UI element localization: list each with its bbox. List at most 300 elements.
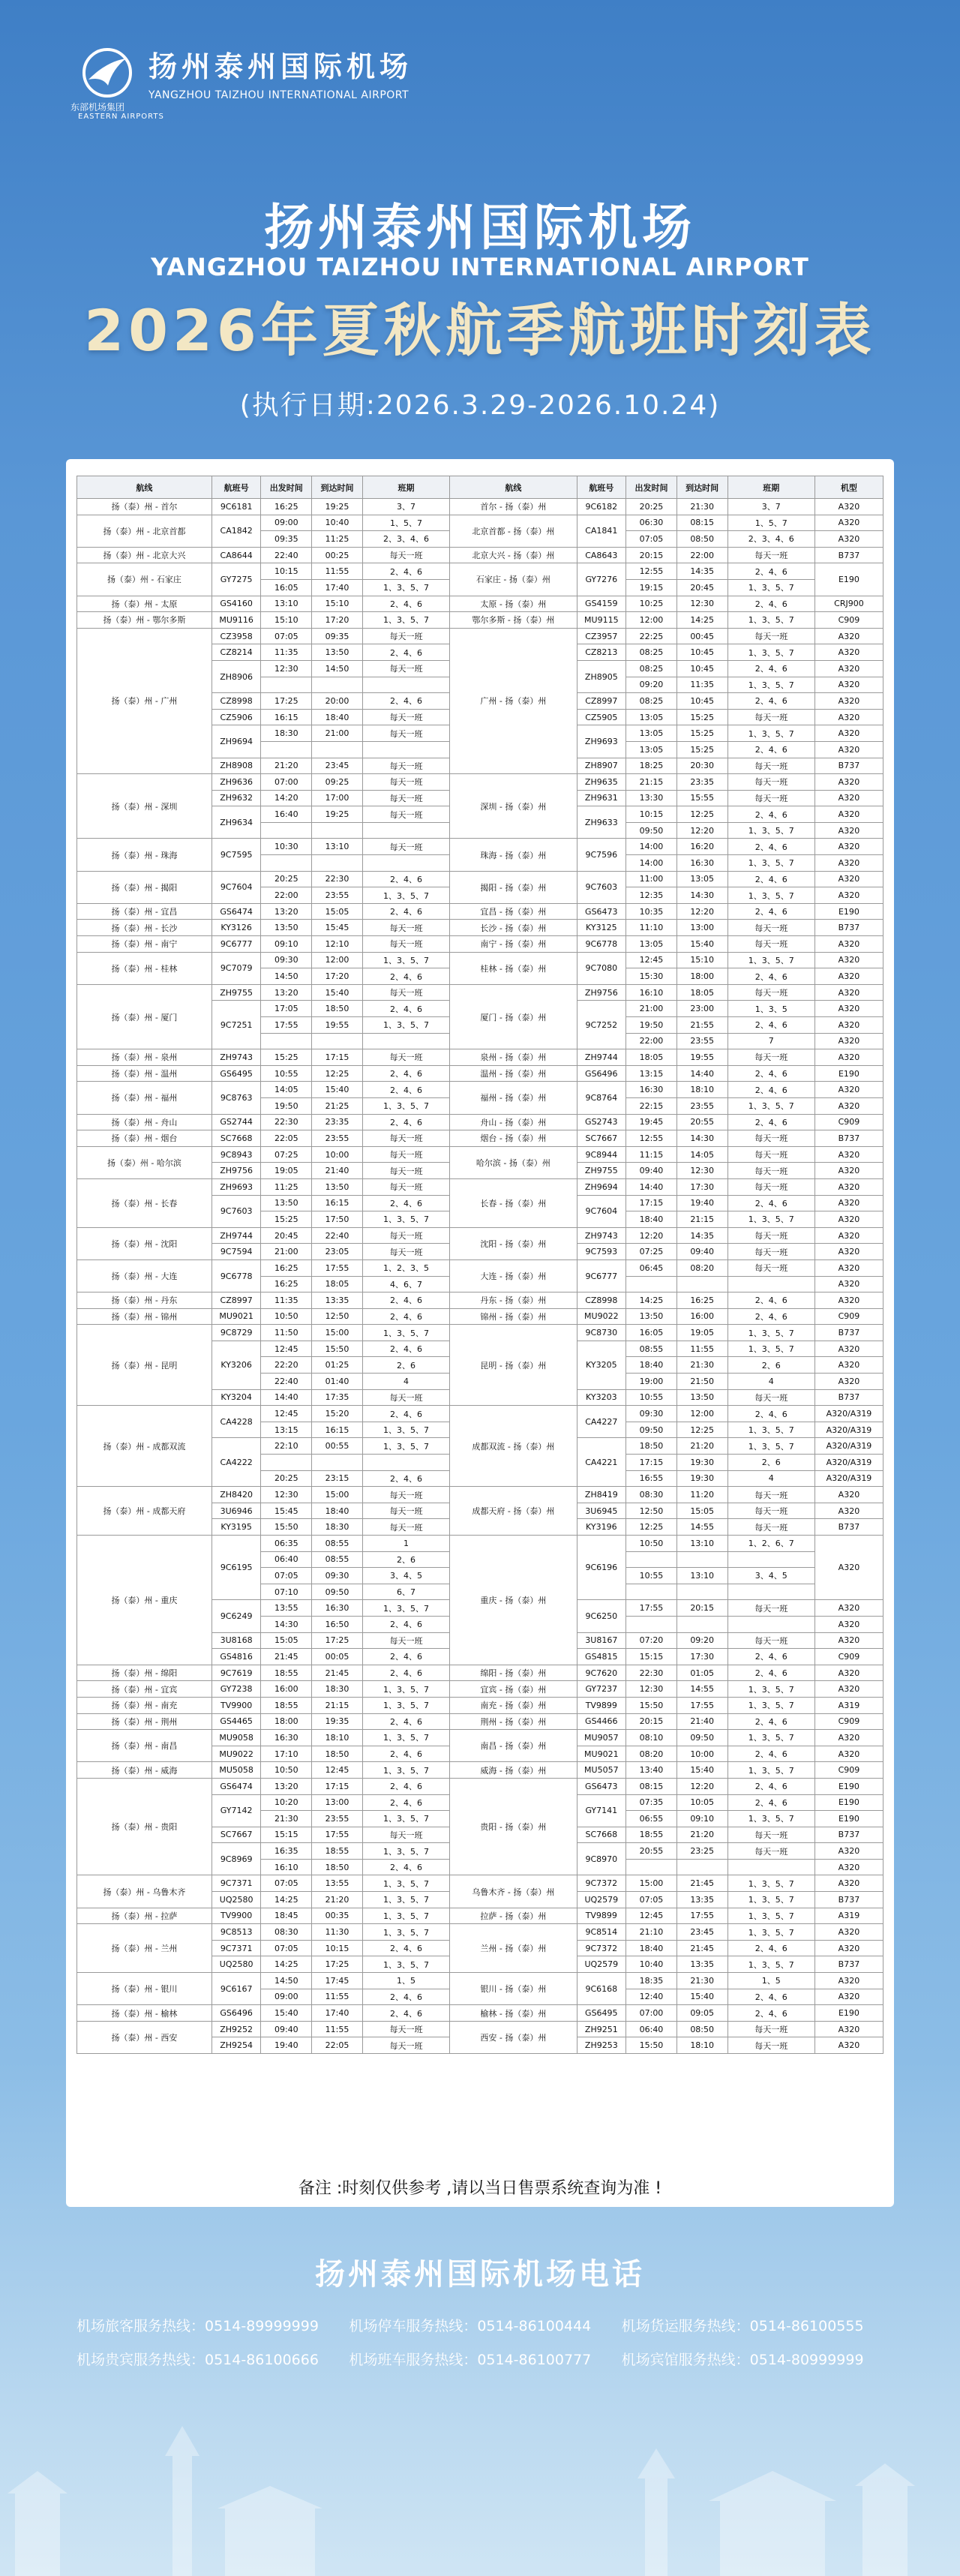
- days-out-cell: 1、3、5、7: [362, 1600, 449, 1617]
- dep-time-out-cell: [261, 822, 312, 839]
- arr-time-out-cell: 17:25: [312, 1956, 363, 1973]
- arr-time-in-cell: 12:20: [676, 903, 728, 920]
- arr-time-out-cell: 09:35: [312, 628, 363, 644]
- days-out-cell: 2、6: [362, 1551, 449, 1568]
- dep-time-in-cell: [626, 1551, 677, 1568]
- dep-time-in-cell: 07:00: [626, 2005, 677, 2022]
- aircraft-cell: A320: [814, 887, 883, 904]
- dep-time-out-cell: 16:00: [261, 1681, 312, 1698]
- flight-no-in-cell: 9C8764: [577, 1082, 626, 1114]
- flight-no-in-cell: 9C7080: [577, 952, 626, 984]
- days-in-cell: 每天一班: [728, 1487, 814, 1503]
- arr-time-out-cell: 11:55: [312, 2021, 363, 2037]
- flight-no-out-cell: CA4222: [212, 1438, 261, 1487]
- aircraft-cell: A320: [814, 1681, 883, 1698]
- flight-no-in-cell: 9C7372: [577, 1940, 626, 1956]
- flight-no-in-cell: ZH9253: [577, 2037, 626, 2054]
- dep-time-in-cell: 14:25: [626, 1293, 677, 1309]
- arr-time-in-cell: 12:20: [676, 1778, 728, 1794]
- route-in-cell: 长春 - 扬（泰）州: [450, 1178, 577, 1227]
- arr-time-out-cell: 17:55: [312, 1827, 363, 1843]
- dep-time-in-cell: 22:00: [626, 1033, 677, 1049]
- days-out-cell: 1、3、5、7: [362, 1811, 449, 1827]
- route-out-cell: 扬（泰）州 - 宜宾: [77, 1681, 212, 1698]
- arr-time-in-cell: 14:35: [676, 1227, 728, 1244]
- flight-no-out-cell: 9C7619: [212, 1665, 261, 1681]
- days-out-cell: 1、3、5、7: [362, 887, 449, 904]
- flight-no-in-cell: GY7276: [577, 563, 626, 596]
- arr-time-in-cell: 17:30: [676, 1649, 728, 1665]
- arr-time-out-cell: [312, 855, 363, 872]
- days-out-cell: 2、4、6: [362, 2005, 449, 2022]
- days-out-cell: 1、3、5、7: [362, 1762, 449, 1779]
- dep-time-in-cell: 15:30: [626, 968, 677, 985]
- logo-name-cn: 扬州泰州国际机场: [148, 50, 413, 83]
- flight-no-in-cell: 9C7604: [577, 1195, 626, 1227]
- days-in-cell: [728, 1859, 814, 1875]
- contact-title: 扬州泰州国际机场电话: [315, 2257, 645, 2292]
- route-in-cell: 珠海 - 扬（泰）州: [450, 839, 577, 871]
- route-out-cell: 扬（泰）州 - 泉州: [77, 1049, 212, 1066]
- arr-time-out-cell: 13:55: [312, 1875, 363, 1892]
- arr-time-in-cell: 08:20: [676, 1259, 728, 1276]
- dep-time-out-cell: 13:50: [261, 1195, 312, 1211]
- days-in-cell: 2、4、6: [728, 968, 814, 985]
- days-out-cell: 每天一班: [362, 660, 449, 677]
- days-in-cell: 每天一班: [728, 1146, 814, 1163]
- days-in-cell: 1、3、5、7: [728, 1697, 814, 1713]
- arr-time-in-cell: 19:05: [676, 1325, 728, 1341]
- route-out-cell: 扬（泰）州 - 长沙: [77, 920, 212, 936]
- route-in-cell: 锦州 - 扬（泰）州: [450, 1308, 577, 1325]
- days-out-cell: 1、3、5、7: [362, 1892, 449, 1908]
- flight-no-in-cell: 9C7596: [577, 839, 626, 871]
- arr-time-out-cell: 18:30: [312, 1681, 363, 1698]
- flight-no-out-cell: 9C6777: [212, 936, 261, 953]
- arr-time-out-cell: 12:10: [312, 936, 363, 953]
- flight-no-out-cell: 9C7251: [212, 1001, 261, 1049]
- flight-no-in-cell: GY7141: [577, 1794, 626, 1827]
- route-in-cell: 鄂尔多斯 - 扬（泰）州: [450, 612, 577, 629]
- days-in-cell: 每天一班: [728, 920, 814, 936]
- route-in-cell: 广州 - 扬（泰）州: [450, 628, 577, 773]
- arr-time-out-cell: 21:45: [312, 1665, 363, 1681]
- dep-time-in-cell: 12:50: [626, 1503, 677, 1519]
- days-out-cell: 2、4、6: [362, 1195, 449, 1211]
- flight-no-out-cell: MU9022: [212, 1746, 261, 1762]
- flight-no-out-cell: GS6496: [212, 2005, 261, 2022]
- dep-time-out-cell: [261, 1455, 312, 1471]
- arr-time-out-cell: 10:00: [312, 1146, 363, 1163]
- aircraft-cell: A320: [814, 1357, 883, 1374]
- schedule-title: 2026年夏秋航季航班时刻表: [84, 297, 876, 364]
- arr-time-in-cell: 17:30: [676, 1178, 728, 1195]
- arr-time-in-cell: 19:55: [676, 1049, 728, 1066]
- dep-time-in-cell: 17:15: [626, 1455, 677, 1471]
- flight-no-in-cell: 9C6182: [577, 499, 626, 515]
- flight-no-in-cell: GS2743: [577, 1114, 626, 1130]
- dep-time-out-cell: 14:50: [261, 968, 312, 985]
- aircraft-cell: A320: [814, 628, 883, 644]
- flight-no-in-cell: ZH8907: [577, 758, 626, 774]
- table-row: [77, 1259, 884, 1276]
- days-out-cell: 2、4、6: [362, 1293, 449, 1309]
- aircraft-cell: A319: [814, 1908, 883, 1924]
- days-in-cell: 2、4、6: [728, 563, 814, 580]
- days-out-cell: 1、3、5、7: [362, 1875, 449, 1892]
- days-out-cell: 1、3、5、7: [362, 1697, 449, 1713]
- days-out-cell: [362, 822, 449, 839]
- flight-no-out-cell: ZH8420: [212, 1487, 261, 1503]
- flight-no-out-cell: ZH9636: [212, 774, 261, 791]
- flight-no-out-cell: 9C7603: [212, 1195, 261, 1227]
- dep-time-out-cell: 14:40: [261, 1389, 312, 1406]
- route-out-cell: 扬（泰）州 - 舟山: [77, 1114, 212, 1130]
- dep-time-out-cell: 15:05: [261, 1632, 312, 1649]
- days-out-cell: 每天一班: [362, 547, 449, 563]
- dep-time-out-cell: 15:50: [261, 1519, 312, 1536]
- days-out-cell: 1、5、7: [362, 515, 449, 531]
- arr-time-in-cell: 18:05: [676, 984, 728, 1001]
- flight-no-out-cell: KY3195: [212, 1519, 261, 1536]
- arr-time-in-cell: 13:35: [676, 1956, 728, 1973]
- dep-time-in-cell: 10:15: [626, 806, 677, 823]
- dep-time-in-cell: 08:15: [626, 1778, 677, 1794]
- route-in-cell: 舟山 - 扬（泰）州: [450, 1114, 577, 1130]
- dep-time-in-cell: 07:05: [626, 1892, 677, 1908]
- days-in-cell: 2、4、6: [728, 693, 814, 710]
- table-row: [77, 839, 884, 855]
- arr-time-in-cell: [676, 1584, 728, 1600]
- arr-time-in-cell: 18:10: [676, 1082, 728, 1098]
- table-row: [77, 515, 884, 531]
- dep-time-in-cell: 10:40: [626, 1956, 677, 1973]
- days-in-cell: 每天一班: [728, 1130, 814, 1147]
- flight-no-in-cell: 9C7372: [577, 1875, 626, 1892]
- days-out-cell: 2、4、6: [362, 1470, 449, 1487]
- arr-time-in-cell: 18:10: [676, 2037, 728, 2054]
- dep-time-in-cell: 09:30: [626, 1406, 677, 1422]
- dep-time-out-cell: 21:45: [261, 1649, 312, 1665]
- dep-time-in-cell: 07:35: [626, 1794, 677, 1811]
- days-in-cell: 2、4、6: [728, 2005, 814, 2022]
- days-out-cell: 1、3、5、7: [362, 952, 449, 968]
- dep-time-in-cell: 06:55: [626, 1811, 677, 1827]
- arr-time-out-cell: 23:55: [312, 1811, 363, 1827]
- flight-no-out-cell: UQ2580: [212, 1956, 261, 1973]
- arr-time-in-cell: 10:00: [676, 1746, 728, 1762]
- aircraft-cell: A320: [814, 1195, 883, 1211]
- flight-no-in-cell: 9C6778: [577, 936, 626, 953]
- aircraft-cell: A319: [814, 1697, 883, 1713]
- days-in-cell: 1、3、5、7: [728, 677, 814, 693]
- flight-no-in-cell: MU9115: [577, 612, 626, 629]
- dep-time-out-cell: 21:30: [261, 1811, 312, 1827]
- arr-time-out-cell: 15:40: [312, 1082, 363, 1098]
- dep-time-in-cell: 15:50: [626, 2037, 677, 2054]
- flight-no-in-cell: ZH9251: [577, 2021, 626, 2037]
- days-in-cell: 每天一班: [728, 1389, 814, 1406]
- dep-time-in-cell: 06:30: [626, 515, 677, 531]
- dep-time-out-cell: 14:50: [261, 1973, 312, 1989]
- dep-time-out-cell: [261, 741, 312, 758]
- aircraft-cell: A320: [814, 709, 883, 725]
- days-out-cell: 每天一班: [362, 709, 449, 725]
- dep-time-in-cell: 13:50: [626, 1308, 677, 1325]
- aircraft-cell: A320: [814, 725, 883, 742]
- logo-group-cn: 东部机场集团: [70, 101, 125, 113]
- days-out-cell: 2、6: [362, 1357, 449, 1374]
- table-row: [77, 936, 884, 953]
- route-out-cell: 扬（泰）州 - 太原: [77, 596, 212, 612]
- dep-time-in-cell: 17:55: [626, 1600, 677, 1617]
- aircraft-cell: B737: [814, 1130, 883, 1147]
- dep-time-out-cell: 07:05: [261, 1940, 312, 1956]
- days-out-cell: 2、4、6: [362, 1616, 449, 1632]
- arr-time-in-cell: 14:25: [676, 612, 728, 629]
- aircraft-cell: B737: [814, 758, 883, 774]
- days-out-cell: 每天一班: [362, 1163, 449, 1179]
- dep-time-in-cell: 10:25: [626, 596, 677, 612]
- days-out-cell: 每天一班: [362, 1178, 449, 1195]
- flight-no-in-cell: KY3196: [577, 1519, 626, 1536]
- dep-time-in-cell: 13:40: [626, 1762, 677, 1779]
- column-header: 航班号: [577, 476, 626, 499]
- aircraft-cell: E190: [814, 1778, 883, 1794]
- dep-time-out-cell: 09:00: [261, 1989, 312, 2005]
- days-out-cell: 2、4、6: [362, 1746, 449, 1762]
- arr-time-in-cell: 00:45: [676, 628, 728, 644]
- table-row: [77, 1762, 884, 1779]
- aircraft-cell: A320: [814, 1665, 883, 1681]
- arr-time-out-cell: 16:15: [312, 1195, 363, 1211]
- eastern-airports-logo-icon: [70, 47, 164, 121]
- table-row: [77, 547, 884, 563]
- arr-time-out-cell: 17:25: [312, 1632, 363, 1649]
- flight-no-out-cell: 9C8729: [212, 1325, 261, 1341]
- dep-time-out-cell: 06:40: [261, 1551, 312, 1568]
- aircraft-cell: C909: [814, 1308, 883, 1325]
- phone-shuttle-service: 机场班车服务热线：0514-86100777: [349, 2352, 592, 2368]
- column-header: 班期: [362, 476, 449, 499]
- route-in-cell: 宜昌 - 扬（泰）州: [450, 903, 577, 920]
- days-out-cell: 2、3、4、6: [362, 531, 449, 548]
- flight-no-in-cell: ZH9744: [577, 1049, 626, 1066]
- arr-time-out-cell: 17:20: [312, 968, 363, 985]
- days-out-cell: 4、6、7: [362, 1276, 449, 1293]
- days-out-cell: 1、3、5、7: [362, 1211, 449, 1228]
- table-row: [77, 1730, 884, 1746]
- days-in-cell: 2、3、4、6: [728, 531, 814, 548]
- days-in-cell: 1、3、5、7: [728, 579, 814, 596]
- schedule-panel: [66, 459, 894, 2207]
- dep-time-in-cell: 08:30: [626, 1487, 677, 1503]
- dep-time-out-cell: 19:50: [261, 1097, 312, 1114]
- route-out-cell: 扬（泰）州 - 南宁: [77, 936, 212, 953]
- dep-time-in-cell: 09:50: [626, 1422, 677, 1438]
- flight-no-in-cell: CA1841: [577, 515, 626, 547]
- days-in-cell: 每天一班: [728, 1178, 814, 1195]
- flight-no-out-cell: GS6474: [212, 1778, 261, 1794]
- arr-time-out-cell: 09:30: [312, 1568, 363, 1584]
- dep-time-in-cell: 15:15: [626, 1649, 677, 1665]
- arr-time-in-cell: 14:35: [676, 563, 728, 580]
- route-out-cell: 扬（泰）州 - 大连: [77, 1259, 212, 1292]
- days-out-cell: 2、4、6: [362, 1665, 449, 1681]
- table-row: [77, 2021, 884, 2037]
- route-in-cell: 南充 - 扬（泰）州: [450, 1697, 577, 1713]
- days-out-cell: 每天一班: [362, 1519, 449, 1536]
- route-in-cell: 沈阳 - 扬（泰）州: [450, 1227, 577, 1259]
- aircraft-cell: A320: [814, 1730, 883, 1746]
- days-out-cell: 2、4、6: [362, 871, 449, 887]
- arr-time-out-cell: 00:05: [312, 1649, 363, 1665]
- dep-time-in-cell: 16:10: [626, 984, 677, 1001]
- table-row: [77, 1049, 884, 1066]
- aircraft-cell: A320: [814, 2021, 883, 2037]
- dep-time-out-cell: 20:45: [261, 1227, 312, 1244]
- flight-schedule-table: [76, 476, 884, 2054]
- dep-time-out-cell: 07:00: [261, 774, 312, 791]
- dep-time-out-cell: 13:20: [261, 984, 312, 1001]
- flight-no-out-cell: MU9021: [212, 1308, 261, 1325]
- days-in-cell: 2、4、6: [728, 1940, 814, 1956]
- dep-time-out-cell: 07:25: [261, 1146, 312, 1163]
- arr-time-out-cell: 17:15: [312, 1049, 363, 1066]
- route-in-cell: 北京首都 - 扬（泰）州: [450, 515, 577, 547]
- days-in-cell: 1、3、5、7: [728, 1681, 814, 1698]
- dep-time-out-cell: 12:30: [261, 660, 312, 677]
- dep-time-out-cell: [261, 677, 312, 693]
- dep-time-out-cell: 13:55: [261, 1600, 312, 1617]
- arr-time-in-cell: 14:55: [676, 1519, 728, 1536]
- aircraft-cell: CRJ900: [814, 596, 883, 612]
- aircraft-cell: A320: [814, 1033, 883, 1049]
- flight-no-out-cell: GS4465: [212, 1713, 261, 1730]
- dep-time-in-cell: 18:55: [626, 1827, 677, 1843]
- aircraft-cell: A320: [814, 1600, 883, 1617]
- aircraft-cell: A320: [814, 693, 883, 710]
- route-out-cell: 扬（泰）州 - 烟台: [77, 1130, 212, 1147]
- arr-time-out-cell: 23:45: [312, 758, 363, 774]
- arr-time-in-cell: 15:25: [676, 725, 728, 742]
- days-out-cell: 每天一班: [362, 1632, 449, 1649]
- days-out-cell: 每天一班: [362, 1487, 449, 1503]
- aircraft-cell: A320: [814, 1163, 883, 1179]
- days-in-cell: 每天一班: [728, 1049, 814, 1066]
- aircraft-cell: A320: [814, 2037, 883, 2054]
- route-in-cell: 宜宾 - 扬（泰）州: [450, 1681, 577, 1698]
- flight-no-out-cell: ZH9694: [212, 725, 261, 758]
- route-in-cell: 威海 - 扬（泰）州: [450, 1762, 577, 1779]
- days-out-cell: 1、3、5、7: [362, 1730, 449, 1746]
- arr-time-in-cell: 15:05: [676, 1503, 728, 1519]
- flight-no-in-cell: GS6473: [577, 1778, 626, 1794]
- arr-time-out-cell: 00:25: [312, 547, 363, 563]
- route-out-cell: 扬（泰）州 - 珠海: [77, 839, 212, 871]
- arr-time-in-cell: 08:15: [676, 515, 728, 531]
- dep-time-in-cell: 17:15: [626, 1195, 677, 1211]
- dep-time-in-cell: 22:30: [626, 1665, 677, 1681]
- dep-time-in-cell: 13:30: [626, 790, 677, 806]
- route-out-cell: 扬（泰）州 - 宜昌: [77, 903, 212, 920]
- arr-time-out-cell: 23:05: [312, 1244, 363, 1260]
- days-out-cell: 每天一班: [362, 936, 449, 953]
- flight-no-out-cell: ZH8906: [212, 660, 261, 692]
- arr-time-in-cell: 15:25: [676, 741, 728, 758]
- dep-time-out-cell: 22:20: [261, 1357, 312, 1374]
- dep-time-in-cell: 16:30: [626, 1082, 677, 1098]
- dep-time-out-cell: 08:30: [261, 1924, 312, 1941]
- arr-time-out-cell: 16:30: [312, 1600, 363, 1617]
- aircraft-cell: A320: [814, 1536, 883, 1600]
- arr-time-out-cell: 11:55: [312, 563, 363, 580]
- arr-time-out-cell: 17:15: [312, 1778, 363, 1794]
- dep-time-in-cell: 09:20: [626, 677, 677, 693]
- flight-no-out-cell: 9C6167: [212, 1973, 261, 2005]
- arr-time-in-cell: 13:10: [676, 1568, 728, 1584]
- arr-time-in-cell: 08:50: [676, 531, 728, 548]
- flight-no-in-cell: GS6473: [577, 903, 626, 920]
- arr-time-out-cell: [312, 677, 363, 693]
- dep-time-out-cell: 17:55: [261, 1017, 312, 1034]
- arr-time-in-cell: 08:50: [676, 2021, 728, 2037]
- arr-time-in-cell: 23:35: [676, 774, 728, 791]
- arr-time-out-cell: 17:00: [312, 790, 363, 806]
- dep-time-out-cell: 11:25: [261, 1178, 312, 1195]
- dep-time-out-cell: 15:25: [261, 1211, 312, 1228]
- phone-hotel-service: 机场宾馆服务热线：0514-80999999: [621, 2352, 864, 2368]
- arr-time-out-cell: 23:35: [312, 1114, 363, 1130]
- route-out-cell: 扬（泰）州 - 北京大兴: [77, 547, 212, 563]
- dep-time-out-cell: 12:45: [261, 1341, 312, 1357]
- arr-time-in-cell: 12:25: [676, 1422, 728, 1438]
- days-in-cell: 每天一班: [728, 547, 814, 563]
- arr-time-in-cell: 23:45: [676, 1924, 728, 1941]
- arr-time-in-cell: 10:45: [676, 693, 728, 710]
- flight-no-out-cell: TV9900: [212, 1908, 261, 1924]
- days-in-cell: 每天一班: [728, 790, 814, 806]
- flight-no-in-cell: GY7237: [577, 1681, 626, 1698]
- dep-time-out-cell: 20:25: [261, 871, 312, 887]
- days-out-cell: [362, 1033, 449, 1049]
- arr-time-in-cell: 12:00: [676, 1406, 728, 1422]
- flight-no-out-cell: UQ2580: [212, 1892, 261, 1908]
- flight-no-out-cell: CZ8214: [212, 644, 261, 661]
- arr-time-out-cell: 19:25: [312, 499, 363, 515]
- arr-time-in-cell: 14:05: [676, 1146, 728, 1163]
- days-in-cell: 2、4、6: [728, 1794, 814, 1811]
- dep-time-in-cell: 13:05: [626, 741, 677, 758]
- phone-vip-service: 机场贵宾服务热线：0514-86100666: [76, 2352, 319, 2368]
- flight-no-in-cell: ZH9755: [577, 1163, 626, 1179]
- flight-no-in-cell: CA4221: [577, 1438, 626, 1487]
- arr-time-out-cell: 14:50: [312, 660, 363, 677]
- header: [0, 0, 960, 450]
- days-out-cell: 4: [362, 1374, 449, 1390]
- arr-time-out-cell: [312, 1033, 363, 1049]
- table-row: [77, 1875, 884, 1892]
- dep-time-in-cell: 07:05: [626, 531, 677, 548]
- aircraft-cell: A320: [814, 1227, 883, 1244]
- arr-time-in-cell: 22:00: [676, 547, 728, 563]
- route-out-cell: 扬（泰）州 - 哈尔滨: [77, 1146, 212, 1178]
- days-in-cell: 每天一班: [728, 1600, 814, 1617]
- days-out-cell: 2、4、6: [362, 1308, 449, 1325]
- days-out-cell: 2、4、6: [362, 644, 449, 661]
- route-out-cell: 扬（泰）州 - 温州: [77, 1065, 212, 1082]
- arr-time-out-cell: 21:25: [312, 1097, 363, 1114]
